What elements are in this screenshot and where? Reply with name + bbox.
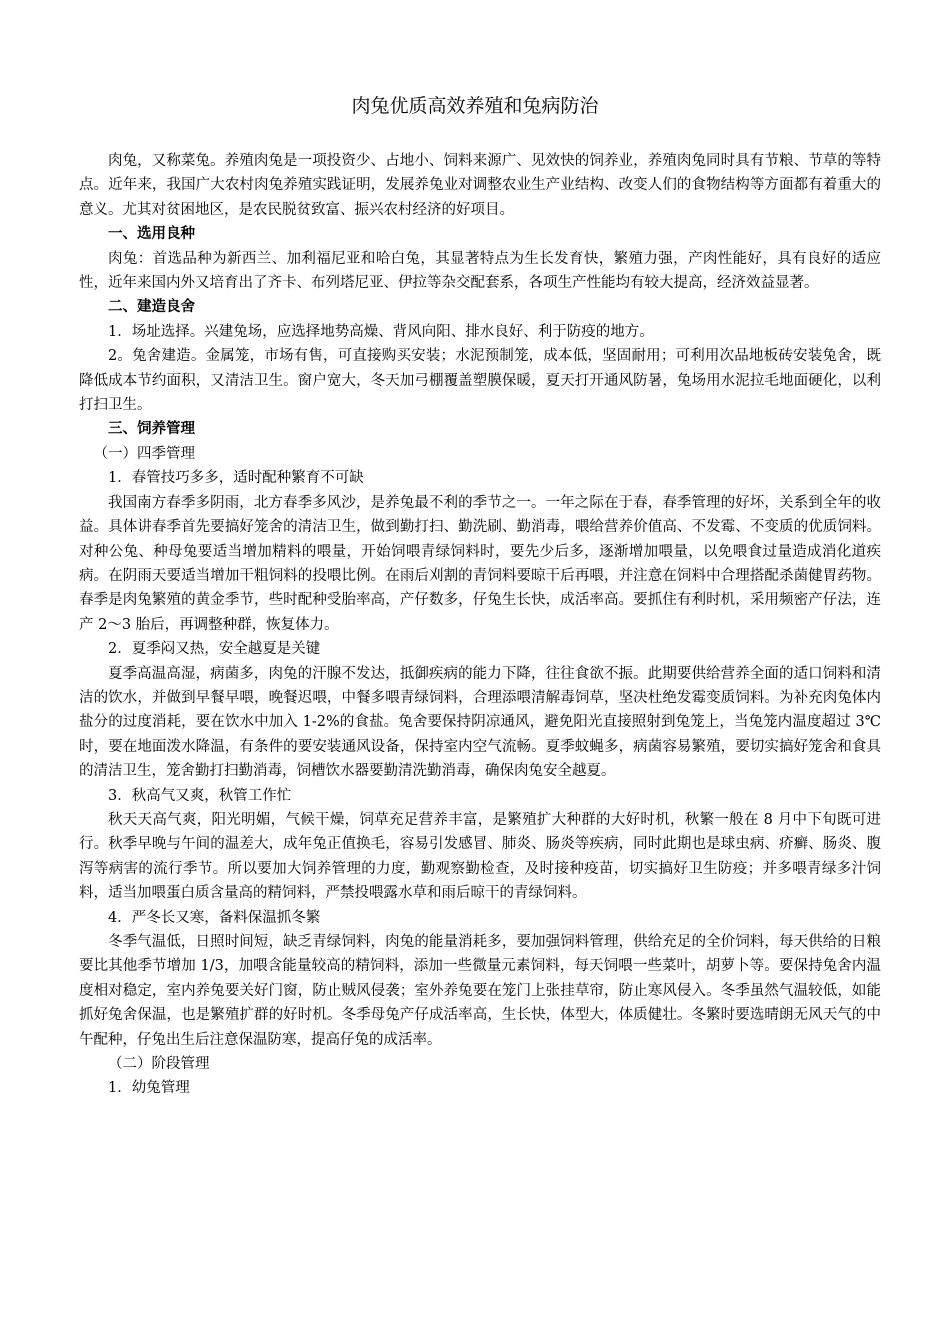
document-body <box>79 149 881 1101</box>
item-heading-winter: 4．严冬长又寒，备料保温抓冬繁 <box>108 909 321 926</box>
item-heading-autumn: 3．秋高气又爽，秋管工作忙 <box>108 787 292 804</box>
paragraph-breed: 肉兔：首选品种为新西兰、加利福尼亚和哈白兔，其显著特点为生长发育快，繁殖力强，产肉性能好，具有良好的适应性，近年来国内外又培育出了齐卡、布列塔尼亚、伊拉等杂交配套系，各项生产性能均有较大提高，经济效益显著。 <box>79 250 881 292</box>
paragraph-winter: 冬季气温低，日照时间短，缺乏青绿饲料，肉兔的能量消耗多，要加强饲料管理，供给充足的全价饲料，每天供给的日粮要比其他季节增加 1/3，加喂含能量较高的精饲料，添加一些微量元素饲料，每天饲喂一些菜叶，胡萝卜等。要保持兔舍内温度相对稳定，室内养兔要关好门窗，防止贼风侵袭；室外养兔要在笼门上张挂草帘，防止寒风侵入。冬季虽然气温较低，如能抓好兔舍保温，也是繁殖扩群的好时机。冬季母兔产仔成活率高，生长快，体型大，体质健壮。冬繁时要选晴朗无风天气的中午配种，仔兔出生后注意保温防寒，提高仔兔的成活率。 <box>79 934 881 1048</box>
paragraph-site: 1．场址选择。兴建兔场，应选择地势高燥、背风向阳、排水良好、利于防疫的地方。 <box>108 323 654 340</box>
document-title: 肉兔优质高效养殖和兔病防治 <box>351 95 599 117</box>
section-heading-3: 三、饲养管理 <box>108 420 195 438</box>
paragraph-intro: 肉兔，又称菜兔。养殖肉兔是一项投资少、占地小、饲料来源广、见效快的饲养业，养殖肉兔同时具有节粮、节草的等特点。近年来，我国广大农村肉兔养殖实践证明，发展养兔业对调整农业生产业结构、改变人们的食物结构等方面都有着重大的意义。尤其对贫困地区，是农民脱贫致富、振兴农村经济的好项目。 <box>79 153 881 218</box>
paragraph-summer: 夏季高温高湿，病菌多，肉兔的汗腺不发达，抵御疾病的能力下降，往往食欲不振。此期要供给营养全面的适口饲料和清洁的饮水，并做到早餐早喂，晚餐迟喂，中餐多喂青绿饲料，合理添喂清解毒饲草，坚决杜绝发霉变质饲料。为补充肉兔体内盐分的过度消耗，要在饮水中加入 1-2%的食盐。兔舍要保持阴凉通风，避免阳光直接照射到兔笼上，当兔笼内温度超过 3℃时，要在地面泼水降温，有条件的要安装通风设备，保持室内空气流畅。夏季蚊蝇多，病菌容易繁殖，要切实搞好笼舍和食具的清洁卫生，笼舍勤打扫勤消毒，饲槽饮水器要勤清洗勤消毒，确保肉兔安全越夏。 <box>79 665 881 780</box>
item-heading-summer: 2．夏季闷又热，安全越夏是关键 <box>108 641 321 658</box>
item-heading-spring: 1．春管技巧多多，适时配种繁育不可缺 <box>108 470 364 487</box>
subsection-heading-seasons: （一）四季管理 <box>93 445 195 462</box>
paragraph-autumn: 秋天天高气爽，阳光明媚，气候干燥，饲草充足营养丰富，是繁殖扩大种群的大好时机，秋繁一般在 8 月中下旬既可进行。秋季早晚与午间的温差大，成年兔正值换毛，容易引发感冒、肺炎、肠炎等疾病，同时此期也是球虫病、疥癣、肠炎、腹泻等病害的流行季节。所以要加大饲养管理的力度，勤观察勤检查，及时接种疫苗，切实搞好卫生防疫；并多喂青绿多汁饲料，适当加喂蛋白质含量高的精饲料，严禁投喂露水草和雨后晾干的青绿饲料。 <box>79 811 881 902</box>
subsection-heading-stages: （二）阶段管理 <box>108 1056 210 1073</box>
section-heading-1: 一、选用良种 <box>108 225 195 243</box>
paragraph-spring: 我国南方春季多阴雨，北方春季多风沙，是养兔最不利的季节之一。一年之际在于春，春季管理的好坏，关系到全年的收益。具体讲春季首先要搞好笼舍的清洁卫生，做到勤打扫、勤洗刷、勤消毒，喂给营养价值高、不发霉、不变质的优质饲料。对种公兔、种母兔要适当增加精料的喂量，开始饲喂青绿饲料时，要先少后多，逐渐增加喂量，以免喂食过量造成消化道疾病。在阴雨天要适当增加干粗饲料的投喂比例。在雨后刈割的青饲料要晾干后再喂，并注意在饲料中合理搭配杀菌健胃药物。春季是肉兔繁殖的黄金季节，些时配种受胎率高，产仔数多，仔兔生长快，成活率高。要抓住有利时机，采用频密产仔法，连产 2～3 胎后，再调整种群，恢复体力。 <box>79 494 881 633</box>
section-heading-2: 二、建造良舍 <box>108 298 195 316</box>
paragraph-house: 2。兔舍建造。金属笼，市场有售，可直接购买安装；水泥预制笼，成本低，坚固耐用；可利用次品地板砖安装兔舍，既降低成本节约面积，又清洁卫生。窗户宽大，冬天加弓棚覆盖塑膜保暖，夏天打开通风防暑，兔场用水泥拉毛地面硬化，以利打扫卫生。 <box>79 348 881 414</box>
item-heading-young: 1．幼兔管理 <box>108 1080 190 1097</box>
